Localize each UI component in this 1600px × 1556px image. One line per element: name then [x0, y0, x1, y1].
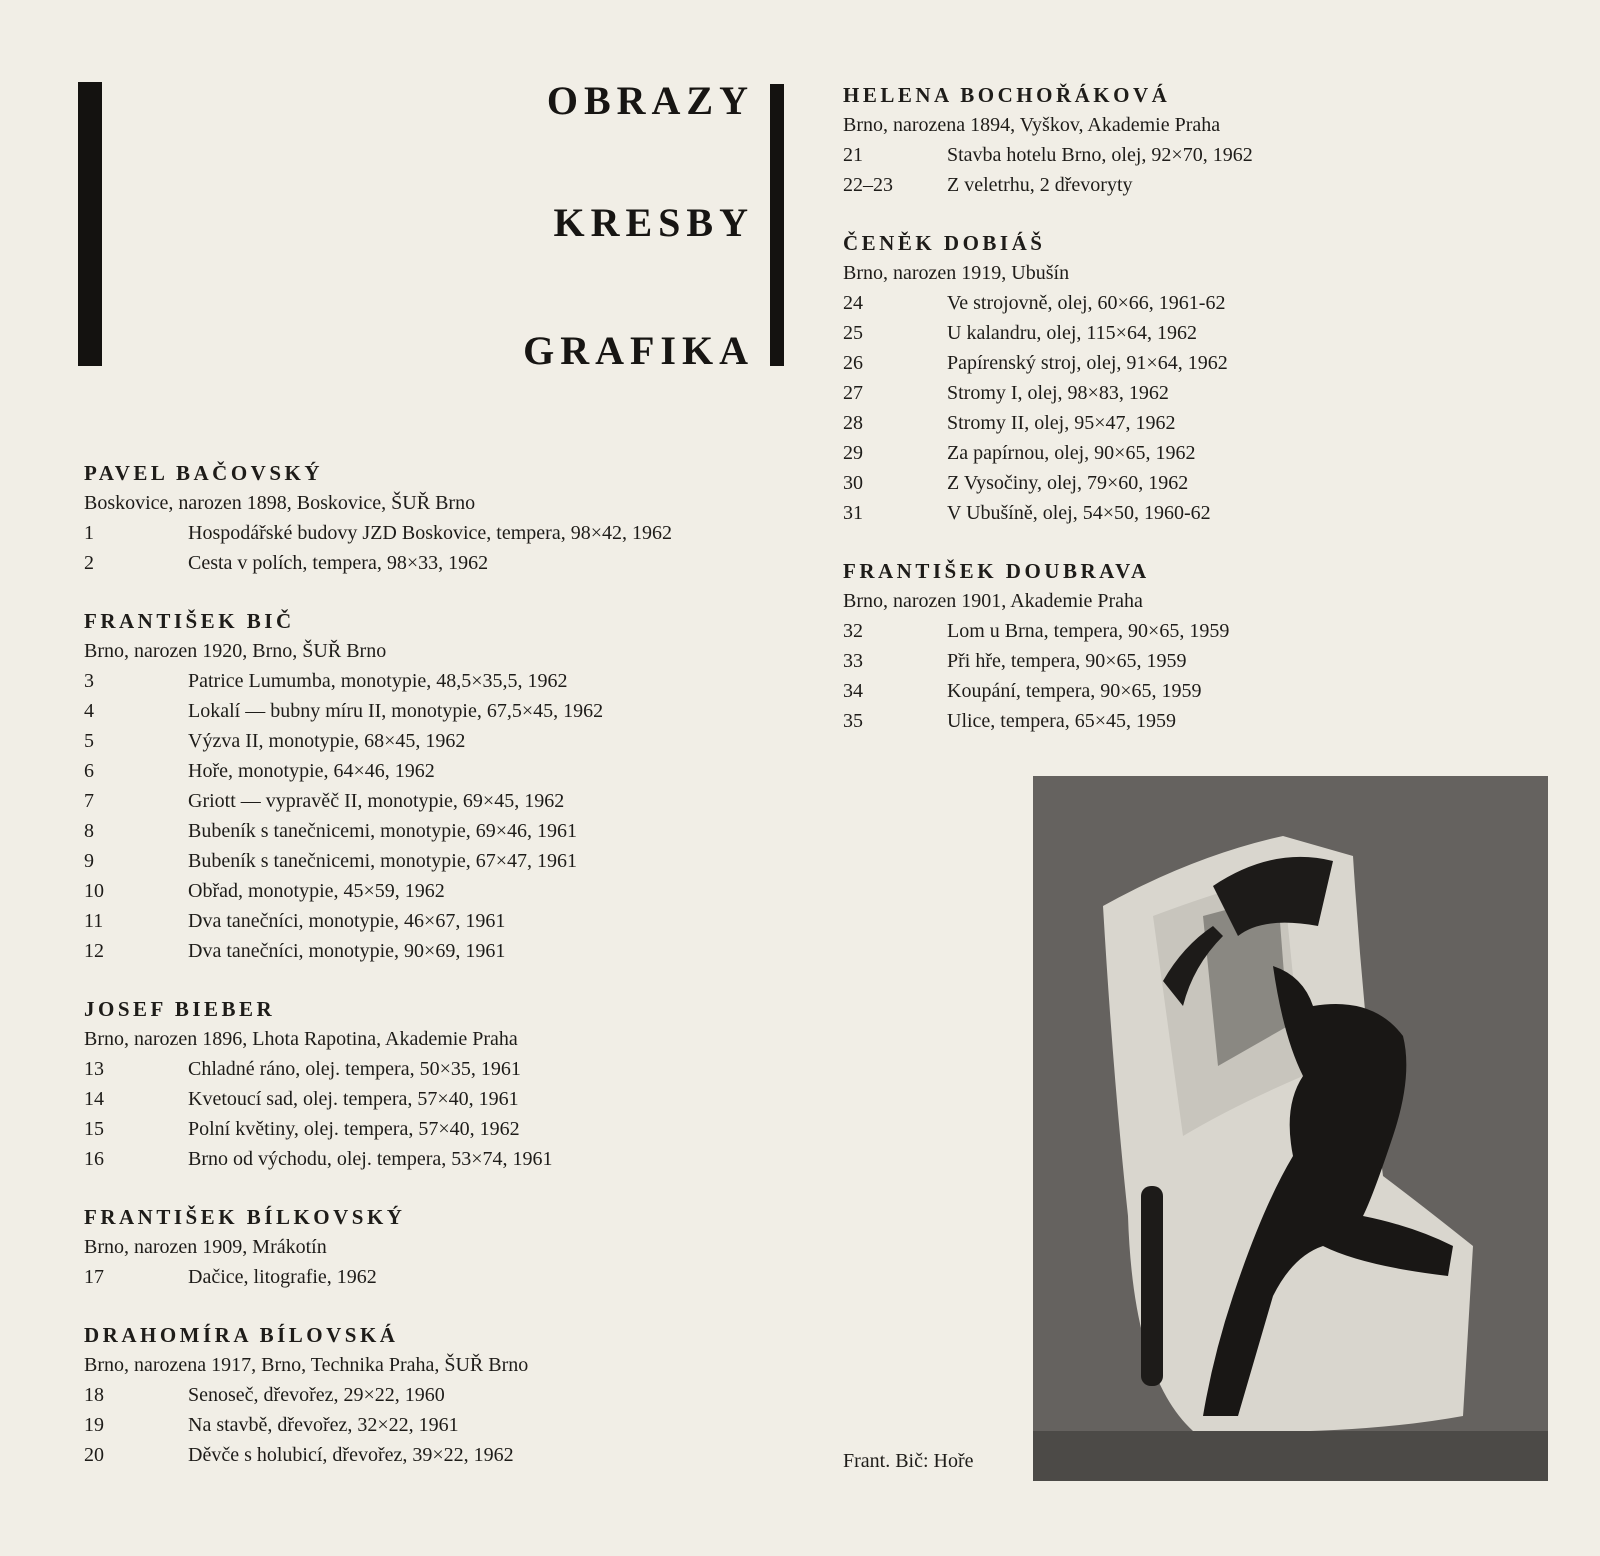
work-number: 2: [84, 552, 94, 574]
artist-entry: [84, 1320, 804, 1470]
artist-name: JOSEF BIEBER: [84, 997, 276, 1021]
artist-info: Boskovice, narozen 1898, Boskovice, ŠUŘ Brno: [84, 492, 476, 514]
title-kresby: KRESBY: [553, 200, 754, 245]
artist-name: PAVEL BAČOVSKÝ: [84, 461, 324, 485]
artist-name: DRAHOMÍRA BÍLOVSKÁ: [84, 1323, 399, 1347]
figure-caption: Frant. Bič: Hoře: [843, 1450, 974, 1472]
artist-info: Brno, narozena 1894, Vyškov, Akademie Praha: [843, 114, 1221, 136]
work-row: [843, 170, 1543, 200]
left-column: [84, 458, 804, 1498]
artist-entry: [843, 228, 1543, 528]
work-row: [84, 726, 804, 756]
work-title: Při hře, tempera, 90×65, 1959: [947, 650, 1187, 672]
work-row: [84, 1380, 804, 1410]
work-row: [843, 288, 1543, 318]
work-title: Ve strojovně, olej, 60×66, 1961-62: [947, 292, 1226, 314]
work-title: Na stavbě, dřevořez, 32×22, 1961: [188, 1414, 459, 1436]
work-row: [84, 548, 804, 578]
work-number: 16: [84, 1148, 104, 1170]
work-number: 21: [843, 144, 863, 166]
artist-name: FRANTIŠEK BIČ: [84, 609, 295, 633]
work-row: [843, 408, 1543, 438]
work-number: 17: [84, 1266, 104, 1288]
artist-entry: [84, 458, 804, 578]
work-row: [84, 666, 804, 696]
work-number: 14: [84, 1088, 104, 1110]
work-number: 18: [84, 1384, 104, 1406]
work-number: 13: [84, 1058, 104, 1080]
work-title: Hospodářské budovy JZD Boskovice, tempera, 98×42, 1962: [188, 522, 672, 544]
artist-info: Brno, narozen 1901, Akademie Praha: [843, 590, 1143, 612]
work-title: Dva tanečníci, monotypie, 46×67, 1961: [188, 910, 506, 932]
work-number: 6: [84, 760, 94, 782]
work-row: [84, 1440, 804, 1470]
work-row: [84, 876, 804, 906]
right-column: [843, 80, 1543, 764]
work-title: Bubeník s tanečnicemi, monotypie, 67×47, 1961: [188, 850, 577, 872]
work-row: [843, 616, 1543, 646]
work-row: [843, 438, 1543, 468]
work-title: Stromy II, olej, 95×47, 1962: [947, 412, 1176, 434]
work-title: Papírenský stroj, olej, 91×64, 1962: [947, 352, 1228, 374]
title-grafika: GRAFIKA: [523, 328, 754, 373]
artist-name: FRANTIŠEK BÍLKOVSKÝ: [84, 1205, 406, 1229]
artist-name: FRANTIŠEK DOUBRAVA: [843, 559, 1150, 583]
artist-info: Brno, narozen 1920, Brno, ŠUŘ Brno: [84, 640, 387, 662]
work-row: [84, 936, 804, 966]
work-title: Polní květiny, olej. tempera, 57×40, 1962: [188, 1118, 520, 1140]
artist-info: Brno, narozena 1917, Brno, Technika Praha, ŠUŘ Brno: [84, 1354, 529, 1376]
work-row: [84, 1114, 804, 1144]
work-row: [843, 348, 1543, 378]
work-number: 30: [843, 472, 863, 494]
work-title: Stromy I, olej, 98×83, 1962: [947, 382, 1169, 404]
artist-entry: [84, 994, 804, 1174]
work-title: U kalandru, olej, 115×64, 1962: [947, 322, 1197, 344]
work-title: Cesta v polích, tempera, 98×33, 1962: [188, 552, 489, 574]
work-row: [843, 706, 1543, 736]
work-number: 31: [843, 502, 863, 524]
work-number: 20: [84, 1444, 104, 1466]
work-number: 22–23: [843, 174, 893, 196]
work-number: 34: [843, 680, 863, 702]
work-row: [84, 786, 804, 816]
work-title: Kvetoucí sad, olej. tempera, 57×40, 1961: [188, 1088, 519, 1110]
work-number: 10: [84, 880, 104, 902]
work-row: [84, 518, 804, 548]
work-number: 25: [843, 322, 863, 344]
artist-info: Brno, narozen 1919, Ubušín: [843, 262, 1070, 284]
work-title: Obřad, monotypie, 45×59, 1962: [188, 880, 445, 902]
work-title: Z veletrhu, 2 dřevoryty: [947, 174, 1133, 196]
work-number: 11: [84, 910, 104, 932]
work-row: [84, 846, 804, 876]
work-title: Griott — vypravěč II, monotypie, 69×45, 1962: [188, 790, 565, 812]
work-title: Dačice, litografie, 1962: [188, 1266, 377, 1288]
work-title: Výzva II, monotypie, 68×45, 1962: [188, 730, 466, 752]
work-row: [843, 646, 1543, 676]
work-row: [84, 816, 804, 846]
work-number: 3: [84, 670, 94, 692]
work-number: 5: [84, 730, 94, 752]
work-title: Za papírnou, olej, 90×65, 1962: [947, 442, 1196, 464]
work-row: [84, 1410, 804, 1440]
work-row: [843, 318, 1543, 348]
artwork-hore-image: [1033, 776, 1548, 1481]
work-title: Koupání, tempera, 90×65, 1959: [947, 680, 1202, 702]
work-number: 27: [843, 382, 863, 404]
work-title: Hoře, monotypie, 64×46, 1962: [188, 760, 435, 782]
work-row: [84, 756, 804, 786]
work-row: [84, 1084, 804, 1114]
title-bar-left: [78, 82, 102, 366]
work-title: Stavba hotelu Brno, olej, 92×70, 1962: [947, 144, 1253, 166]
work-number: 12: [84, 940, 104, 962]
work-row: [84, 906, 804, 936]
work-number: 26: [843, 352, 863, 374]
work-title: Bubeník s tanečnicemi, monotypie, 69×46, 1961: [188, 820, 577, 842]
artist-entry: [843, 80, 1543, 200]
work-title: Chladné ráno, olej. tempera, 50×35, 1961: [188, 1058, 521, 1080]
artist-entry: [843, 556, 1543, 736]
work-number: 4: [84, 700, 94, 722]
work-number: 29: [843, 442, 863, 464]
artist-entry: [84, 1202, 804, 1292]
work-row: [84, 1262, 804, 1292]
work-row: [843, 378, 1543, 408]
work-number: 9: [84, 850, 94, 872]
work-title: V Ubušíně, olej, 54×50, 1960-62: [947, 502, 1211, 524]
work-title: Ulice, tempera, 65×45, 1959: [947, 710, 1176, 732]
work-number: 7: [84, 790, 94, 812]
work-title: Patrice Lumumba, monotypie, 48,5×35,5, 1962: [188, 670, 568, 692]
title-block: [78, 78, 784, 373]
title-obrazy: OBRAZY: [546, 78, 754, 123]
work-number: 24: [843, 292, 863, 314]
work-row: [843, 468, 1543, 498]
work-number: 32: [843, 620, 863, 642]
work-row: [84, 1144, 804, 1174]
work-number: 28: [843, 412, 863, 434]
work-number: 19: [84, 1414, 104, 1436]
title-bar-right: [770, 84, 784, 366]
artist-name: ČENĚK DOBIÁŠ: [843, 231, 1046, 255]
work-title: Děvče s holubicí, dřevořez, 39×22, 1962: [188, 1444, 514, 1466]
artist-name: HELENA BOCHOŘÁKOVÁ: [843, 83, 1171, 107]
work-number: 1: [84, 522, 94, 544]
work-row: [843, 676, 1543, 706]
work-row: [843, 498, 1543, 528]
artist-entry: [84, 606, 804, 966]
work-title: Lokalí — bubny míru II, monotypie, 67,5×45, 1962: [188, 700, 604, 722]
work-row: [843, 140, 1543, 170]
artwork-illustration: [1033, 776, 1548, 1481]
work-title: Senoseč, dřevořez, 29×22, 1960: [188, 1384, 445, 1406]
work-title: Z Vysočiny, olej, 79×60, 1962: [947, 472, 1189, 494]
work-title: Lom u Brna, tempera, 90×65, 1959: [947, 620, 1230, 642]
work-number: 35: [843, 710, 863, 732]
work-title: Dva tanečníci, monotypie, 90×69, 1961: [188, 940, 506, 962]
work-row: [84, 696, 804, 726]
artist-info: Brno, narozen 1896, Lhota Rapotina, Akademie Praha: [84, 1028, 518, 1050]
work-number: 33: [843, 650, 863, 672]
work-title: Brno od východu, olej. tempera, 53×74, 1961: [188, 1148, 553, 1170]
work-row: [84, 1054, 804, 1084]
work-number: 15: [84, 1118, 104, 1140]
work-number: 8: [84, 820, 94, 842]
artist-info: Brno, narozen 1909, Mrákotín: [84, 1236, 327, 1258]
